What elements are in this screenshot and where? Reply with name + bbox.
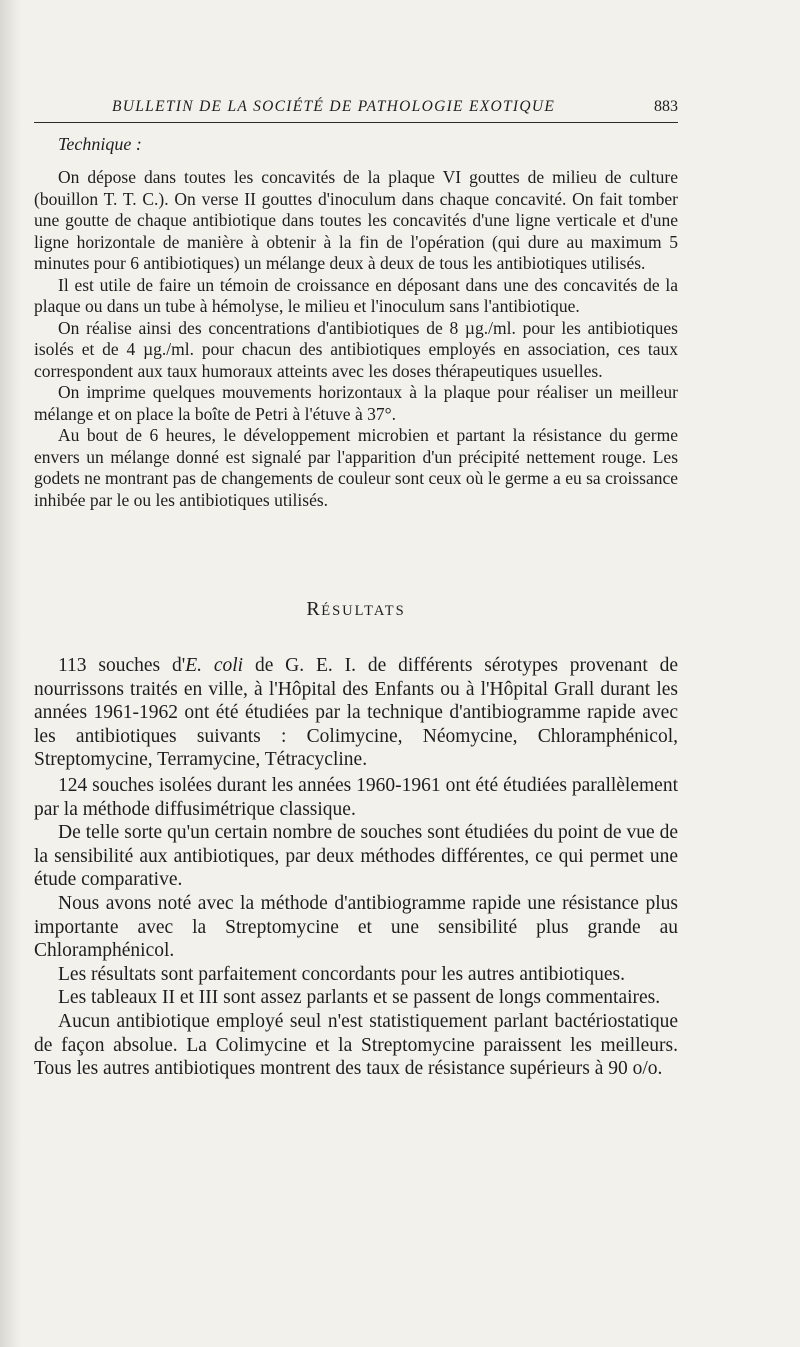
results-paragraph-4: Nous avons noté avec la méthode d'antibiogramme rapide une résistance plus importante avec la Streptomycine et une sensibilité plus grande au Chloramphénicol. [34,892,678,962]
technique-section [34,167,678,511]
species-name: E. coli [185,655,244,676]
technique-heading: Technique : [58,134,142,154]
page-number: 883 [654,98,678,115]
page-gutter [0,0,22,1347]
results-heading-rest: ÉSULTATS [321,603,406,619]
results-paragraph-1-end: de G. E. I. de différents sérotypes provenant de nourrissons traités en ville, à l'Hôpital des Enfants ou à l'Hôpital Grall durant les années 1961-1962 ont été étudiées par la technique d'antibiogramme rapide avec les antibiotiques suivants : Colimycine, Néomycine, Chloramphénicol, Streptomycine, Terramycine, Tétracycline. [34,655,678,771]
technique-paragraph-5: Au bout de 6 heures, le développement microbien et partant la résistance du germe envers un mélange donné est signalé par l'apparition d'un précipité nettement rouge. Les godets ne montrant pas de changements de couleur sont ceux où le germe a eu sa croissance inhibée par le ou les antibiotiques utilisés. [34,425,678,510]
results-paragraph-2: 124 souches isolées durant les années 1960-1961 ont été étudiées parallèlement par la méthode diffusimétrique classique. [34,774,678,820]
technique-paragraph-2: Il est utile de faire un témoin de croissance en déposant dans une des concavités de la plaque ou dans un tube à hémolyse, le milieu et l'inoculum sans l'antibiotique. [34,274,678,316]
results-paragraph-6: Les tableaux II et III sont assez parlants et se passent de longs commentaires. [58,987,661,1009]
results-paragraph-3: De telle sorte qu'un certain nombre de souches sont étudiées du point de vue de la sensibilité aux antibiotiques, par deux méthodes différentes, ce qui permet une étude comparative. [34,822,678,891]
technique-paragraph-1: On dépose dans toutes les concavités de la plaque VI gouttes de milieu de culture (bouillon T. T. C.). On verse II gouttes d'inoculum dans chaque concavité. On fait tomber une goutte de chaque antibiotique dans toutes les concavités d'une ligne verticale et d'une ligne horizontale de manière à obtenir à la fin de l'opération (qui dure au maximum 5 minutes pour 6 antibiotiques) un mélange deux à deux de tous les antibiotiques utilisés. [34,167,678,273]
technique-paragraph-4: On imprime quelques mouvements horizontaux à la plaque pour réaliser un meilleur mélange et on place la boîte de Petri à l'étuve à 37°. [34,382,678,424]
results-paragraph-7: Aucun antibiotique employé seul n'est statistiquement parlant bactériostatique de façon absolue. La Colimycine et la Streptomycine paraissent les meilleurs. Tous les autres antibiotiques montrent des taux de résistance supérieurs à 90 o/o. [34,1010,678,1080]
results-paragraph-1 [34,654,678,772]
results-paragraph-1-start: 113 souches d' [58,655,186,676]
journal-title: BULLETIN DE LA SOCIÉTÉ DE PATHOLOGIE EXOTIQUE [112,98,556,115]
results-heading-initial: R [306,598,322,620]
results-heading [34,598,678,621]
results-section [34,654,678,1081]
running-header [34,98,678,123]
results-paragraph-5: Les résultats sont parfaitement concordants pour les autres antibiotiques. [58,963,625,985]
technique-paragraph-3: On réalise ainsi des concentrations d'antibiotiques de 8 µg./ml. pour les antibiotiques isolés et de 4 µg./ml. pour chacun des antibiotiques employés en association, ces taux correspondent aux taux humoraux atteints avec les doses thérapeutiques usuelles. [34,317,678,381]
